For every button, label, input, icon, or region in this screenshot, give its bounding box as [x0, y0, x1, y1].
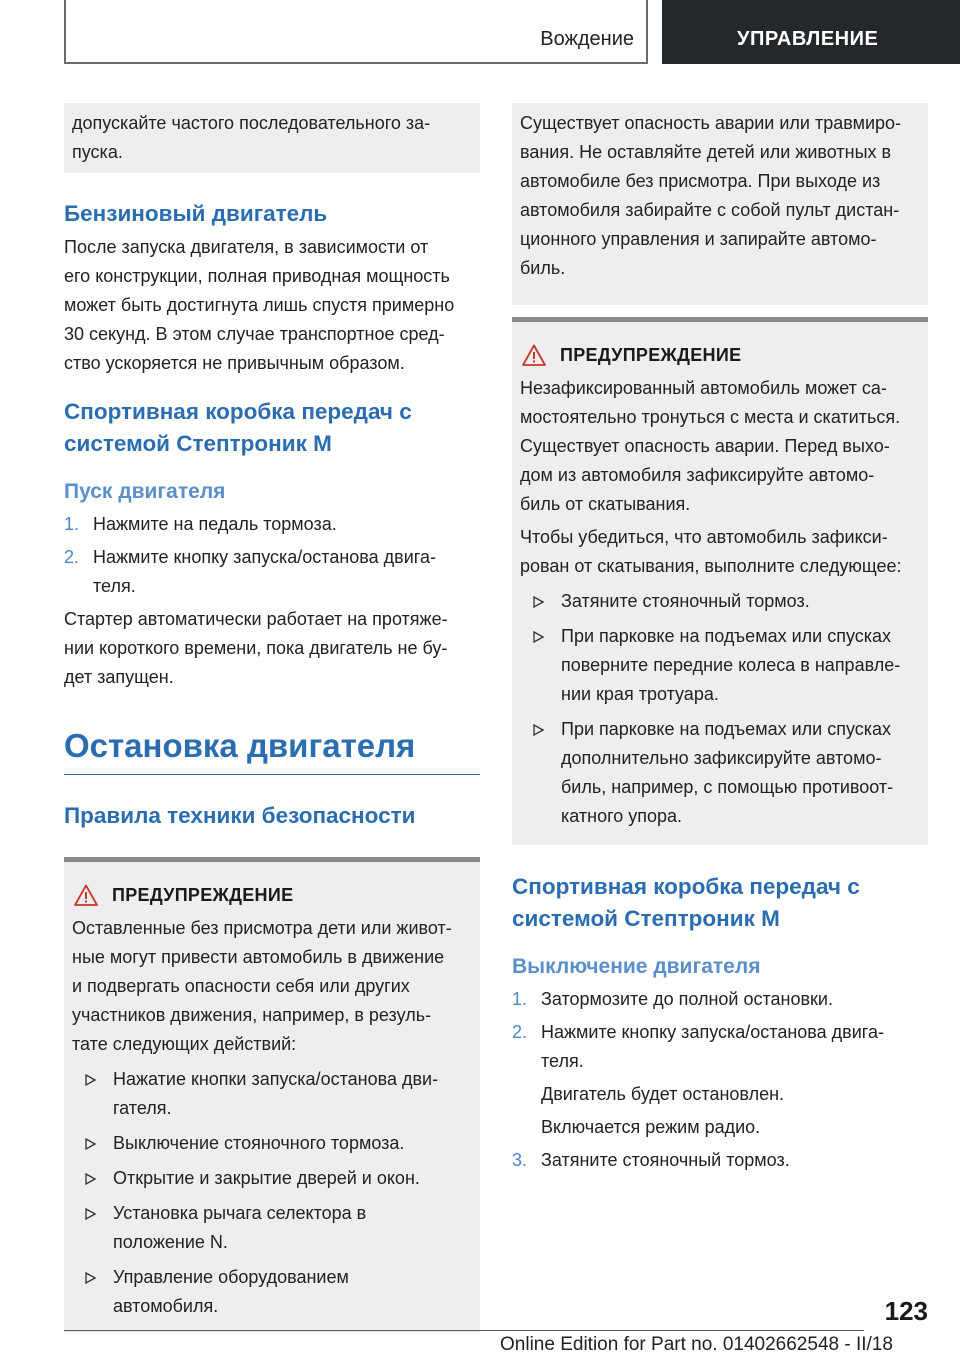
text-line: Управление оборудованием	[113, 1267, 349, 1287]
text-line: Открытие и закрытие дверей и окон.	[113, 1168, 420, 1188]
text-line: Затормозите до полной остановки.	[541, 989, 833, 1009]
text-line: и подвергать опасности себя или других	[72, 976, 410, 996]
text-line: 30 секунд. В этом случае транспортное сред-	[64, 324, 445, 344]
triangle-bullet-icon	[532, 631, 544, 643]
step-number: 2.	[64, 547, 80, 567]
list-item	[72, 1129, 472, 1158]
text-line: Стартер автоматически работает на протяже-	[64, 609, 448, 629]
text-line: биль, например, с помощью противоот-	[561, 777, 894, 797]
list-item	[64, 543, 480, 601]
text-line: После запуска двигателя, в зависимости от	[64, 237, 429, 257]
heading-line: Спортивная коробка передач с	[64, 399, 412, 424]
start-steps-list	[64, 510, 480, 601]
warning-triangle-icon	[522, 344, 546, 366]
text-line: может быть достигнута лишь спустя примерно	[64, 295, 455, 315]
footer-rule	[64, 1330, 864, 1331]
step-note	[512, 1113, 928, 1142]
warning-bullet-list	[520, 587, 920, 831]
heading-line: системой Стептроник M	[64, 431, 332, 456]
text-line: ство ускоряется не привычным образом.	[64, 353, 405, 373]
text-line: биль.	[520, 258, 566, 278]
triangle-bullet-icon	[532, 724, 544, 736]
triangle-bullet-icon	[84, 1208, 96, 1220]
engine-start-heading: Пуск двигателя	[64, 480, 226, 503]
warning-box	[512, 322, 928, 845]
heading-underline	[64, 774, 480, 775]
safety-rules-heading: Правила техники безопасности	[64, 803, 416, 828]
text-line: нии края тротуара.	[561, 684, 719, 704]
sport-gearbox-heading	[512, 871, 928, 935]
triangle-bullet-icon	[532, 596, 544, 608]
text-line: Существует опасность аварии или травмиро-	[520, 113, 902, 133]
list-item	[520, 622, 920, 709]
text-line: При парковке на подъемах или спусках	[561, 719, 892, 739]
text-line: вания. Не оставляйте детей или животных в	[520, 142, 892, 162]
text-line: допускайте частого последовательного за-	[72, 113, 431, 133]
warning-title	[72, 880, 472, 910]
off-steps-list	[512, 985, 928, 1175]
left-column	[64, 103, 480, 1333]
triangle-bullet-icon	[84, 1272, 96, 1284]
text-line: Незафиксированный автомобиль может са-	[520, 378, 887, 398]
text-line: катного упора.	[561, 806, 683, 826]
text-line: нии короткого времени, пока двигатель не бу-	[64, 638, 448, 658]
list-item	[512, 985, 928, 1014]
footer-edition: Online Edition for Part no. 01402662548 - II/18	[500, 1334, 893, 1355]
list-item	[72, 1065, 472, 1123]
text-line: теля.	[541, 1051, 584, 1071]
text-line: его конструкции, полная приводная мощность	[64, 266, 450, 286]
warning-text	[520, 374, 920, 519]
text-line: Затяните стояночный тормоз.	[541, 1150, 790, 1170]
continued-warning-box	[512, 103, 928, 305]
text-line: Существует опасность аварии. Перед выхо-	[520, 436, 890, 456]
list-item	[72, 1199, 472, 1257]
right-column	[512, 103, 928, 1175]
header-section-tab	[64, 0, 648, 64]
heading-line: системой Стептроник M	[512, 906, 780, 931]
text-line: ные могут привести автомобиль в движение	[72, 947, 445, 967]
list-item	[512, 1146, 928, 1175]
header-chapter-tab	[662, 0, 960, 64]
step-number: 1.	[64, 514, 80, 534]
text-line: участников движения, например, в резуль-	[72, 1005, 432, 1025]
warning-label: ПРЕДУПРЕЖДЕНИЕ	[112, 884, 294, 905]
text-line: Нажмите кнопку запуска/останова двига-	[93, 547, 436, 567]
text-line: дом из автомобиля зафиксируйте автомо-	[520, 465, 875, 485]
step-number: 1.	[512, 989, 528, 1009]
warning-triangle-icon	[74, 884, 98, 906]
list-item	[72, 1263, 472, 1321]
step-number: 3.	[512, 1150, 528, 1170]
text-line: Затяните стояночный тормоз.	[561, 591, 810, 611]
text-line: Оставленные без присмотра дети или живот-	[72, 918, 452, 938]
text-line: тате следующих действий:	[72, 1034, 297, 1054]
text-line: биль от скатывания.	[520, 494, 691, 514]
text-line: Установка рычага селектора в	[113, 1203, 367, 1223]
text-line: ционного управления и запирайте автомо-	[520, 229, 877, 249]
triangle-bullet-icon	[84, 1074, 96, 1086]
text-line: Включается режим радио.	[541, 1117, 761, 1137]
text-line: рован от скатывания, выполните следующее:	[520, 556, 902, 576]
warning-text	[520, 523, 920, 581]
text-line: пуска.	[72, 142, 123, 162]
text-line: мостоятельно тронуться с места и скатиться.	[520, 407, 901, 427]
engine-off-heading: Выключение двигателя	[512, 955, 761, 978]
triangle-bullet-icon	[84, 1173, 96, 1185]
text-line: автомобиля.	[113, 1296, 219, 1316]
text-line: автомобиля забирайте с собой пульт дистан-	[520, 200, 900, 220]
text-line: Нажмите кнопку запуска/останова двига-	[541, 1022, 884, 1042]
list-item	[512, 1018, 928, 1076]
step-note	[512, 1080, 928, 1109]
page-number: 123	[884, 1296, 928, 1326]
triangle-bullet-icon	[84, 1138, 96, 1150]
header-chapter-label: УПРАВЛЕНИЕ	[737, 28, 879, 50]
warning-box	[64, 862, 480, 1333]
step-number: 2.	[512, 1022, 528, 1042]
text-line: поверните передние колеса в направле-	[561, 655, 901, 675]
sport-gearbox-heading	[64, 396, 480, 460]
engine-stop-heading: Остановка двигателя	[64, 727, 416, 764]
text-line: Нажмите на педаль тормоза.	[93, 514, 337, 534]
list-item	[64, 510, 480, 539]
header-section-label: Вождение	[540, 28, 634, 50]
text-line: положение N.	[113, 1232, 228, 1252]
list-item	[520, 715, 920, 831]
text-line: При парковке на подъемах или спусках	[561, 626, 892, 646]
text-line: Выключение стояночного тормоза.	[113, 1133, 405, 1153]
text-line: дополнительно зафиксируйте автомо-	[561, 748, 882, 768]
starter-text	[64, 605, 480, 692]
list-item	[520, 587, 920, 616]
text-line: Двигатель будет остановлен.	[541, 1084, 785, 1104]
petrol-engine-text	[64, 233, 480, 378]
warning-bullet-list	[72, 1065, 472, 1321]
list-item	[72, 1164, 472, 1193]
text-line: гателя.	[113, 1098, 172, 1118]
warning-title	[520, 340, 920, 370]
text-line: Чтобы убедиться, что автомобиль зафикси-	[520, 527, 888, 547]
warning-label: ПРЕДУПРЕЖДЕНИЕ	[560, 344, 742, 365]
text-line: теля.	[93, 576, 136, 596]
text-line: дет запущен.	[64, 667, 174, 687]
continued-warning-box	[64, 103, 480, 173]
text-line: Нажатие кнопки запуска/останова дви-	[113, 1069, 439, 1089]
text-line: автомобиле без присмотра. При выходе из	[520, 171, 881, 191]
petrol-engine-heading: Бензиновый двигатель	[64, 201, 328, 226]
heading-line: Спортивная коробка передач с	[512, 874, 860, 899]
warning-text	[72, 914, 472, 1059]
